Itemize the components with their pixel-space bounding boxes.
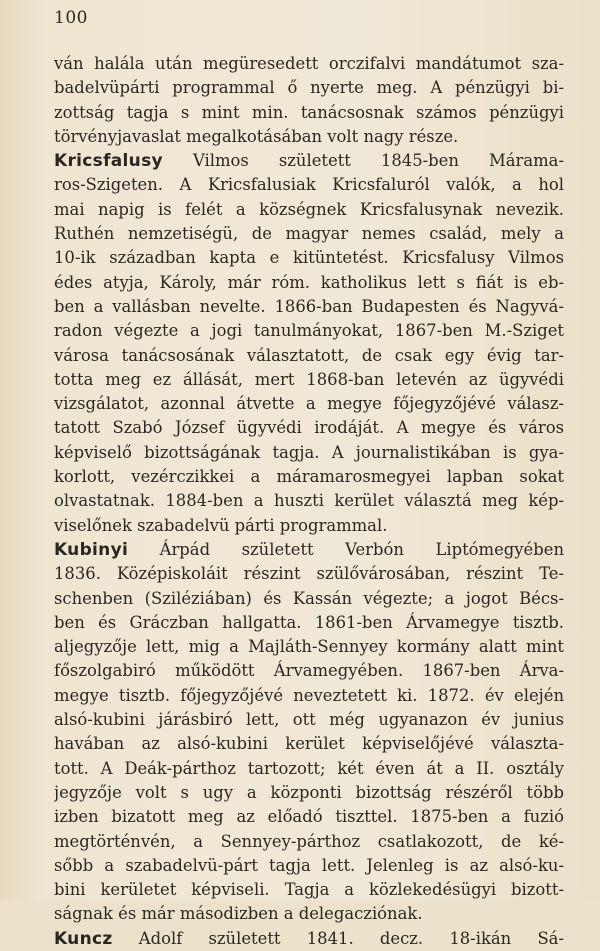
text-line (54, 902, 564, 926)
text-line (54, 830, 564, 854)
text-line (54, 708, 564, 732)
line-text: megye tisztb. főjegyzőjévé neveztetett ki. 1872. év elején (54, 685, 564, 705)
text-line (54, 198, 564, 222)
text-line (54, 587, 564, 611)
text-line (54, 344, 564, 368)
text-line (54, 757, 564, 781)
page-number: 100 (54, 8, 88, 28)
text-line (54, 684, 564, 708)
text-line (54, 611, 564, 635)
entry-name: Kubinyi (54, 539, 129, 560)
text-line (54, 514, 564, 538)
text-line (54, 854, 564, 878)
line-text: vizsgálatot, azonnal átvette a megye főjegyzőjévé válasz- (54, 394, 564, 414)
line-text: izben bizatott meg az előadó tiszttel. 1875-ben a fuzió (54, 807, 564, 827)
line-text: városa tanácsosának választatott, de csak egy évig tar- (54, 345, 564, 365)
text-line (54, 295, 564, 319)
text-line (54, 319, 564, 343)
text-line (54, 76, 564, 100)
entry-name: Kuncz (54, 928, 113, 949)
line-text: törvényjavaslat megalkotásában volt nagy része. (54, 126, 459, 146)
line-text: zottság tagja s mint min. tanácsosnak számos pénzügyi (54, 102, 564, 122)
line-text: ros-Szigeten. A Kricsfalusiak Kricsfaluról valók, a hol (54, 175, 564, 195)
text-line (54, 125, 564, 149)
line-text: tatott Szabó József ügyvédi irodáját. A megye és város (54, 418, 564, 438)
line-text: aljegyzője lett, mig a Majláth-Sennyey kormány alatt mint (54, 637, 564, 657)
text-line (54, 52, 564, 76)
line-text: mai napig is felét a községnek Kricsfalusynak nevezik. (54, 199, 564, 219)
text-line (54, 805, 564, 829)
text-line (54, 781, 564, 805)
text-line (54, 246, 564, 270)
line-text: ben és Gráczban hallgatta. 1861-ben Árvamegye tisztb. (54, 612, 564, 632)
line-text: ságnak és már másodizben a delegacziónak. (54, 904, 423, 924)
line-text: sőbb a szabadelvü-párt tagja lett. Jelenleg is az alsó-ku- (54, 855, 564, 875)
line-text: jegyzője volt s ugy a központi bizottság részéről több (54, 782, 564, 802)
entry-name: Kricsfalusy (54, 151, 163, 172)
body-text (54, 52, 564, 951)
text-line (54, 222, 564, 246)
text-line (54, 149, 564, 173)
text-line (54, 173, 564, 197)
line-text: schenben (Sziléziában) és Kassán végezte; a jogot Bécs- (54, 588, 564, 608)
line-text: ván halála után megüresedett orczifalvi mandátumot sza- (54, 54, 564, 73)
line-text: radon végezte a jogi tanulmányokat, 1867-ben M.-Sziget (54, 321, 564, 341)
line-text: badelvüpárti programmal ő nyerte meg. A pénzügyi bi- (54, 78, 564, 98)
line-text: Ruthén nemzetiségü, de magyar nemes család, mely a (54, 224, 564, 244)
line-text: ben a vallásban nevelte. 1866-ban Budapesten és Nagyvá- (54, 296, 564, 316)
text-line (54, 101, 564, 125)
line-text: havában az alsó-kubini kerület képviselőjévé választa- (54, 734, 564, 754)
line-text: Vilmos született 1845-ben Márama- (162, 151, 564, 171)
line-text: képviselő bizottságának tagja. A journalistikában is gya- (54, 442, 564, 462)
line-text: totta meg ez állását, mert 1868-ban letevén az ügyvédi (54, 369, 564, 389)
line-text: Adolf született 1841. decz. 18-ikán Sá- (112, 928, 564, 948)
text-line (54, 489, 564, 513)
line-text: alsó-kubini járásbiró lett, ott még ugyanazon év junius (54, 710, 564, 730)
text-line (54, 368, 564, 392)
text-line (54, 562, 564, 586)
line-text: bini kerületet képviseli. Tagja a közlekedésügyi bizott- (54, 880, 564, 900)
line-text: megtörténvén, a Sennyey-párthoz csatlakozott, de ké- (54, 831, 564, 851)
text-line (54, 732, 564, 756)
line-text: viselőnek szabadelvü párti programmal. (54, 515, 388, 535)
text-line (54, 271, 564, 295)
line-text: olvastatnak. 1884-ben a huszti kerület választá meg kép- (54, 491, 564, 511)
text-line (54, 441, 564, 465)
text-line (54, 878, 564, 902)
text-line (54, 538, 564, 562)
text-line (54, 635, 564, 659)
text-line (54, 927, 564, 951)
line-text: főszolgabiró működött Árvamegyében. 1867-ben Árva- (54, 661, 564, 681)
line-text: korlott, vezérczikkei a máramarosmegyei lapban sokat (54, 467, 564, 487)
line-text: 10-ik században kapta e kitüntetést. Kricsfalusy Vilmos (54, 248, 564, 268)
line-text: tott. A Deák-párthoz tartozott; két éven át a II. osztály (54, 758, 564, 778)
line-text: édes atyja, Károly, már róm. katholikus lett s fiát is eb- (54, 272, 564, 292)
line-text: Árpád született Verbón Liptómegyében (128, 539, 564, 559)
text-line (54, 416, 564, 440)
text-line (54, 392, 564, 416)
text-line (54, 465, 564, 489)
line-text: 1836. Középiskoláit részint szülővárosában, részint Te- (54, 564, 564, 584)
text-line (54, 659, 564, 683)
